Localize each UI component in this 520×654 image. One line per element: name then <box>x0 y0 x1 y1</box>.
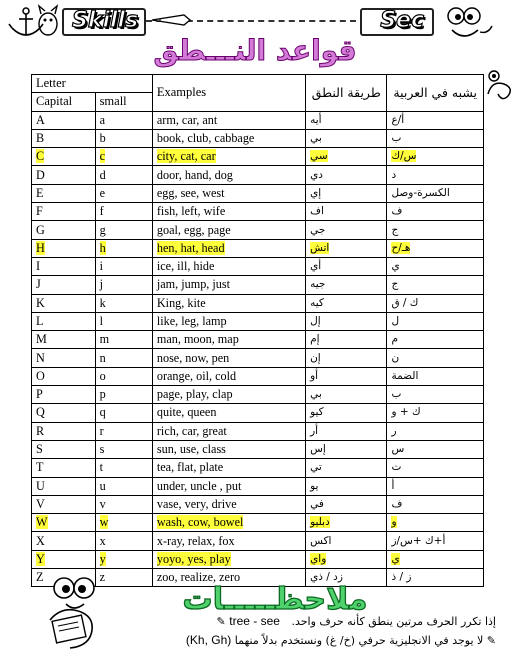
small-letter-cell: i <box>95 257 152 275</box>
examples-cell: book, club, cabbage <box>152 129 305 147</box>
pencil-icon <box>150 12 192 28</box>
pronunciation-cell: كيه <box>306 294 387 312</box>
arabic-equivalent-cell <box>387 550 484 568</box>
examples-cell: jam, jump, just <box>152 276 305 294</box>
small-letter-cell <box>95 239 152 257</box>
pronunciation-cell: بي <box>306 386 387 404</box>
examples-cell: ice, ill, hide <box>152 257 305 275</box>
table-row <box>32 404 484 422</box>
small-letter-cell: o <box>95 367 152 385</box>
pronunciation-cell <box>306 148 387 166</box>
pronunciation-cell: أر <box>306 422 387 440</box>
pronunciation-cell: إم <box>306 331 387 349</box>
examples-cell: door, hand, dog <box>152 166 305 184</box>
examples-cell <box>152 148 305 166</box>
arabic-equivalent-cell: ي <box>387 257 484 275</box>
arabic-equivalent-cell: ج <box>387 276 484 294</box>
capital-letter-cell: K <box>32 294 96 312</box>
arabic-equivalent-header: يشبه في العربية <box>387 75 484 112</box>
bookworm-icon <box>30 574 120 654</box>
table-row <box>32 148 484 166</box>
capital-letter-cell <box>32 550 96 568</box>
arabic-equivalent-cell: ك + و <box>387 404 484 422</box>
capital-letter-cell: T <box>32 459 96 477</box>
arabic-equivalent-cell: أ/ع <box>387 111 484 129</box>
table-row <box>32 386 484 404</box>
pronunciation-cell: إل <box>306 312 387 330</box>
examples-cell <box>152 514 305 532</box>
highlight-mark: H <box>36 240 45 255</box>
highlight-mark: yoyo, yes, play <box>156 551 231 566</box>
highlight-mark: اتش <box>310 241 330 254</box>
arabic-equivalent-cell: م <box>387 331 484 349</box>
pronunciation-header: طريقة النطق <box>306 75 387 112</box>
arabic-equivalent-cell: ل <box>387 312 484 330</box>
capital-letter-cell: R <box>32 422 96 440</box>
highlight-mark: city, cat, car <box>156 149 216 164</box>
examples-cell: tea, flat, plate <box>152 459 305 477</box>
note-double-letter-text: إذا تكرر الحرف مرتين ينطق كأنه حرف واحد. <box>291 615 496 628</box>
pen-icon: ✎ <box>216 615 226 628</box>
arabic-equivalent-cell: ز / ذ <box>387 569 484 587</box>
capital-letter-cell: P <box>32 386 96 404</box>
small-letter-cell: z <box>95 569 152 587</box>
arabic-equivalent-cell: أ <box>387 477 484 495</box>
highlight-mark: واي <box>310 552 327 565</box>
table-row <box>32 495 484 513</box>
examples-cell <box>152 550 305 568</box>
examples-cell: x-ray, relax, fox <box>152 532 305 550</box>
table-header-row <box>32 75 484 93</box>
small-letter-cell <box>95 550 152 568</box>
table-row <box>32 111 484 129</box>
pronunciation-cell: دي <box>306 166 387 184</box>
capital-letter-cell: D <box>32 166 96 184</box>
small-letter-cell: k <box>95 294 152 312</box>
arabic-equivalent-cell: ج <box>387 221 484 239</box>
arabic-equivalent-cell: ن <box>387 349 484 367</box>
examples-cell: orange, oil, cold <box>152 367 305 385</box>
table-row <box>32 550 484 568</box>
arabic-equivalent-cell: د <box>387 166 484 184</box>
highlight-mark: w <box>99 515 109 530</box>
table-row <box>32 459 484 477</box>
sec-banner-text: Sec <box>380 8 424 33</box>
table-row <box>32 294 484 312</box>
table-row <box>32 331 484 349</box>
capital-letter-cell: S <box>32 440 96 458</box>
arabic-equivalent-cell <box>387 514 484 532</box>
pronunciation-cell: بي <box>306 129 387 147</box>
small-letter-cell: r <box>95 422 152 440</box>
arabic-equivalent-cell: س <box>387 440 484 458</box>
small-letter-cell: v <box>95 495 152 513</box>
table-row <box>32 312 484 330</box>
swirl-doodle-icon <box>482 64 518 104</box>
capital-letter-cell: F <box>32 203 96 221</box>
table-row <box>32 221 484 239</box>
capital-header: Capital <box>32 93 96 111</box>
arabic-equivalent-cell: الكسرة-وصل <box>387 184 484 202</box>
capital-letter-cell: Q <box>32 404 96 422</box>
table-body <box>32 111 484 587</box>
mascot-icon <box>436 2 496 48</box>
examples-cell: goal, egg, page <box>152 221 305 239</box>
pronunciation-cell <box>306 239 387 257</box>
examples-cell: under, uncle , put <box>152 477 305 495</box>
highlight-mark: W <box>36 515 48 530</box>
small-letter-cell: a <box>95 111 152 129</box>
table-row <box>32 532 484 550</box>
small-letter-cell: e <box>95 184 152 202</box>
pronunciation-cell: جي <box>306 221 387 239</box>
small-letter-cell: m <box>95 331 152 349</box>
small-letter-cell <box>95 514 152 532</box>
table-row <box>32 349 484 367</box>
arabic-equivalent-cell: ب <box>387 129 484 147</box>
arabic-equivalent-cell: الضمة <box>387 367 484 385</box>
small-letter-cell <box>95 148 152 166</box>
small-letter-cell: l <box>95 312 152 330</box>
highlight-mark: و <box>391 516 397 529</box>
arabic-equivalent-cell: ك / ق <box>387 294 484 312</box>
examples-cell: man, moon, map <box>152 331 305 349</box>
arabic-equivalent-cell: ت <box>387 459 484 477</box>
examples-cell: sun, use, class <box>152 440 305 458</box>
note-missing-letters-text: لا يوجد في الانجليزية حرفي (خ/ غ) ونستخدم بدلاً منهما <box>234 634 484 647</box>
page-header <box>0 0 520 72</box>
capital-letter-cell: G <box>32 221 96 239</box>
capital-letter-cell <box>32 148 96 166</box>
pronunciation-cell: تي <box>306 459 387 477</box>
highlight-mark: هـ/ح <box>391 241 411 254</box>
capital-letter-cell: B <box>32 129 96 147</box>
pronunciation-cell: كيو <box>306 404 387 422</box>
pronunciation-cell <box>306 550 387 568</box>
pronunciation-cell: أو <box>306 367 387 385</box>
capital-letter-cell: O <box>32 367 96 385</box>
table-row <box>32 367 484 385</box>
table-row <box>32 440 484 458</box>
arabic-equivalent-cell <box>387 239 484 257</box>
note-missing-letters <box>186 633 496 647</box>
table-row <box>32 422 484 440</box>
skills-banner <box>62 8 146 36</box>
pronunciation-cell: إن <box>306 349 387 367</box>
highlight-mark: سي <box>310 150 328 163</box>
examples-cell: rich, car, great <box>152 422 305 440</box>
letter-header: Letter <box>32 75 153 93</box>
pronunciation-cell: أي <box>306 257 387 275</box>
highlight-mark: h <box>99 240 106 255</box>
highlight-mark: y <box>99 551 106 566</box>
note-double-letter-example: tree - see <box>229 614 280 628</box>
sec-banner <box>360 8 434 36</box>
small-letter-cell: x <box>95 532 152 550</box>
small-letter-cell: q <box>95 404 152 422</box>
pronunciation-cell: زد / ذي <box>306 569 387 587</box>
note-double-letter <box>217 614 496 628</box>
examples-cell: nose, now, pen <box>152 349 305 367</box>
pronunciation-cell: يو <box>306 477 387 495</box>
pronunciation-cell: جيه <box>306 276 387 294</box>
table-row <box>32 239 484 257</box>
table-row <box>32 129 484 147</box>
examples-cell <box>152 239 305 257</box>
table-row <box>32 203 484 221</box>
table-row <box>32 514 484 532</box>
capital-letter-cell <box>32 514 96 532</box>
examples-cell: vase, very, drive <box>152 495 305 513</box>
highlight-mark: wash, cow, bowel <box>156 515 244 530</box>
arabic-equivalent-cell: ف <box>387 203 484 221</box>
note-missing-letters-example: (Kh, Gh) <box>185 633 232 647</box>
examples-cell: page, play, clap <box>152 386 305 404</box>
small-letter-cell: u <box>95 477 152 495</box>
table-row <box>32 184 484 202</box>
capital-letter-cell: I <box>32 257 96 275</box>
table-row <box>32 257 484 275</box>
notes-title: ملاحظـــــات <box>182 582 368 617</box>
small-header: small <box>95 93 152 111</box>
table-row <box>32 166 484 184</box>
cat-doodle-icon <box>34 2 62 38</box>
small-letter-cell: g <box>95 221 152 239</box>
capital-letter-cell: N <box>32 349 96 367</box>
highlight-mark: C <box>36 149 45 164</box>
pen-icon: ✎ <box>486 634 496 647</box>
arabic-equivalent-cell <box>387 148 484 166</box>
highlight-mark: Y <box>36 551 45 566</box>
pronunciation-cell: اكس <box>306 532 387 550</box>
highlight-mark: c <box>99 149 105 164</box>
examples-cell: egg, see, west <box>152 184 305 202</box>
examples-cell: arm, car, ant <box>152 111 305 129</box>
pronunciation-cell: إس <box>306 440 387 458</box>
pronunciation-cell: اف <box>306 203 387 221</box>
examples-cell: quite, queen <box>152 404 305 422</box>
arabic-equivalent-cell: ر <box>387 422 484 440</box>
pronunciation-table <box>31 74 484 587</box>
examples-cell: zoo, realize, zero <box>152 569 305 587</box>
highlight-mark: hen, hat, head <box>156 240 225 255</box>
small-letter-cell: s <box>95 440 152 458</box>
capital-letter-cell: V <box>32 495 96 513</box>
examples-cell: like, leg, lamp <box>152 312 305 330</box>
skills-banner-text: Skills <box>72 8 139 33</box>
small-letter-cell: p <box>95 386 152 404</box>
examples-cell: fish, left, wife <box>152 203 305 221</box>
pronunciation-cell: إي <box>306 184 387 202</box>
table-row <box>32 477 484 495</box>
examples-header: Examples <box>152 75 305 112</box>
highlight-mark: س/ك <box>391 150 417 163</box>
capital-letter-cell: U <box>32 477 96 495</box>
capital-letter-cell: M <box>32 331 96 349</box>
small-letter-cell: f <box>95 203 152 221</box>
table-row <box>32 276 484 294</box>
arabic-equivalent-cell: أ+ك +س/ز <box>387 532 484 550</box>
pronunciation-cell: أيه <box>306 111 387 129</box>
arabic-equivalent-cell: ف <box>387 495 484 513</box>
pronunciation-cell <box>306 514 387 532</box>
capital-letter-cell: L <box>32 312 96 330</box>
highlight-mark: ي <box>391 552 400 565</box>
pronunciation-cell: في <box>306 495 387 513</box>
capital-letter-cell: A <box>32 111 96 129</box>
page-title: قواعد النـــطق <box>153 34 357 67</box>
capital-letter-cell: Z <box>32 569 96 587</box>
small-letter-cell: b <box>95 129 152 147</box>
highlight-mark: دبليو <box>310 516 330 529</box>
small-letter-cell: d <box>95 166 152 184</box>
small-letter-cell: n <box>95 349 152 367</box>
capital-letter-cell: E <box>32 184 96 202</box>
capital-letter-cell: X <box>32 532 96 550</box>
capital-letter-cell: J <box>32 276 96 294</box>
arabic-equivalent-cell: ب <box>387 386 484 404</box>
small-letter-cell: t <box>95 459 152 477</box>
small-letter-cell: j <box>95 276 152 294</box>
capital-letter-cell <box>32 239 96 257</box>
examples-cell: King, kite <box>152 294 305 312</box>
